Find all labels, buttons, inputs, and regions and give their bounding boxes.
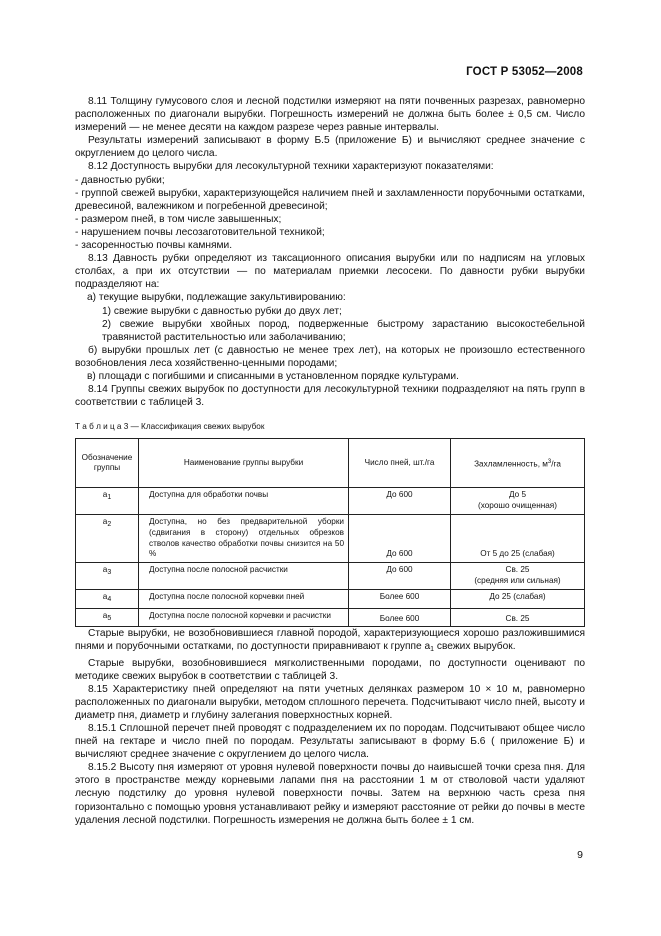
list-item: - давностью рубки;: [75, 174, 165, 186]
clause-8-15-1: 8.15.1 Сплошной перечет пней проводят с подразделением их по породам. Подсчитывают общее число пней на гектаре и число пней по породам. Результаты записывают в форму Б.6 ( приложение Б) и вычисляют среднее значение с округлением до целого числа.: [75, 722, 585, 761]
old-cuttings-softwood: Старые вырубки, возобновившиеся мягколиственными породами, по доступности оценивают по методике свежих вырубок в соответствии с таблицей 3.: [75, 657, 585, 682]
header-litter: Захламленность, $м^3/га$: [451, 439, 585, 488]
clause-8-13: 8.13 Давность рубки определяют из таксационного описания вырубки или по надписям на угловых столбах, а при их отсутствии — по материалам приемки лесосеки. По давности рубки вырубки подразделяют на:: [75, 253, 585, 291]
clause-8-12: 8.12 Доступность вырубки для лесокультурной техники характеризуют показателями:: [88, 161, 494, 173]
litter-value: До 5 (хорошо очищенная): [451, 488, 585, 515]
group-code: $а_1$: [76, 488, 139, 515]
header-stump-count: Число пней, шт./га: [349, 439, 451, 488]
group-name: Доступна после полосной корчевки и расчистки: [139, 608, 349, 627]
litter-value: До 25 (слабая): [451, 589, 585, 608]
standard-code: ГОСТ Р 53052—2008: [466, 66, 583, 78]
page-number: 9: [577, 849, 583, 861]
group-name: Доступна после полосной корчевки пней: [139, 589, 349, 608]
table-row: [76, 589, 585, 608]
list-item: 1) свежие вырубки с давностью рубки до двух лет;: [102, 305, 342, 317]
stump-count: Более 600: [349, 589, 451, 608]
list-item: б) вырубки прошлых лет (с давностью не менее трех лет), на которых не произошло естественного возобновления леса хозяйственно-ценными породами;: [75, 344, 585, 369]
table-row: [76, 514, 585, 562]
list-item: в) площади с погибшими и списанными в установленном порядке культурами.: [87, 370, 459, 382]
stump-count: До 600: [349, 514, 451, 562]
clause-8-11: 8.11 Толщину гумусового слоя и лесной подстилки измеряют на пяти почвенных разрезах, равномерно расположенных по диагонали вырубки. Погрешность измерений не должна быть более ± 0,5 см. Число измерений — не менее десяти на каждом разрезе через равные интервалы.: [75, 96, 585, 134]
table-row: [76, 563, 585, 590]
stump-count: До 600: [349, 488, 451, 515]
classification-table: [75, 438, 585, 627]
table-header-row: [76, 439, 585, 488]
table-caption: Т а б л и ц а 3 — Классификация свежих вырубок: [75, 422, 265, 432]
group-code: $а_4$: [76, 589, 139, 608]
group-code: $а_5$: [76, 608, 139, 627]
group-code: $а_2$: [76, 514, 139, 562]
list-item: - размером пней, в том числе завышенных;: [75, 213, 282, 225]
clause-8-14: 8.14 Группы свежих вырубок по доступности для лесокультурной техники подразделяют на пять групп в соответствии с таблицей 3.: [75, 384, 585, 409]
list-item: - нарушением почвы лесозаготовительной техникой;: [75, 226, 325, 238]
results-note: Результаты измерений записывают в форму Б.5 (приложение Б) и вычисляют среднее значение с округлением до целого числа.: [75, 135, 585, 160]
table-row: [76, 608, 585, 627]
litter-value: Св. 25: [451, 608, 585, 627]
list-item: 2) свежие вырубки хвойных пород, подверженные быстрому зарастанию высокостебельной травянистой растительностью или заболачиванию;: [102, 318, 585, 343]
stump-count: До 600: [349, 563, 451, 590]
litter-value: От 5 до 25 (слабая): [451, 514, 585, 562]
list-item: а) текущие вырубки, подлежащие закультивированию:: [87, 292, 346, 304]
group-code: $а_3$: [76, 563, 139, 590]
litter-value: Св. 25 (средняя или сильная): [451, 563, 585, 590]
table-row: [76, 488, 585, 515]
clause-8-15: 8.15 Характеристику пней определяют на пяти учетных делянках размером 10 × 10 м, равномерно расположенных по диагонали вырубки, методом сплошного перечета. Подсчитывают число пней, высоту и диаметр пня, диаметр и глубину залегания поверхностных корней.: [75, 683, 585, 721]
stump-count: Более 600: [349, 608, 451, 627]
group-name: Доступна, но без предварительной уборки (сдвигания в сторону) отдельных обрезков стволов качество обработки почвы снизится на 50 %: [139, 514, 349, 562]
old-cuttings-note: Старые вырубки, не возобновившиеся главной породой, характеризующиеся хорошо разложившимися пнями и порубочными остатками, по доступности приравнивают к группе $а_1$ свежих вырубок.: [75, 628, 585, 654]
group-name: Доступна после полосной расчистки: [139, 563, 349, 590]
group-name: Доступна для обработки почвы: [139, 488, 349, 515]
clause-8-15-2: 8.15.2 Высоту пня измеряют от уровня нулевой поверхности почвы до наивысшей точки среза пня. Для этого в пространстве между корневыми лапами пня на расстоянии 1 м от стволовой части удаляют лесную подстилку до уровня нулевой поверхности почвы. Затем на верхнюю часть среза пня горизонтально с помощью уровня устанавливают рейку и измеряют расстояние от рейки до почвы в месте удаления лесной подстилки. Погрешность измерения не должна быть более ± 1 см.: [75, 762, 585, 826]
header-group-code: Обозначение группы: [76, 439, 139, 488]
body-text: [75, 95, 585, 827]
header-group-name: Наименование группы вырубки: [139, 439, 349, 488]
list-item: - засоренностью почвы камнями.: [75, 240, 233, 252]
list-item: - группой свежей вырубки, характеризующейся наличием пней и захламленности порубочными остатками, древесиной, валежником и погребенной древесиной;: [75, 187, 585, 212]
